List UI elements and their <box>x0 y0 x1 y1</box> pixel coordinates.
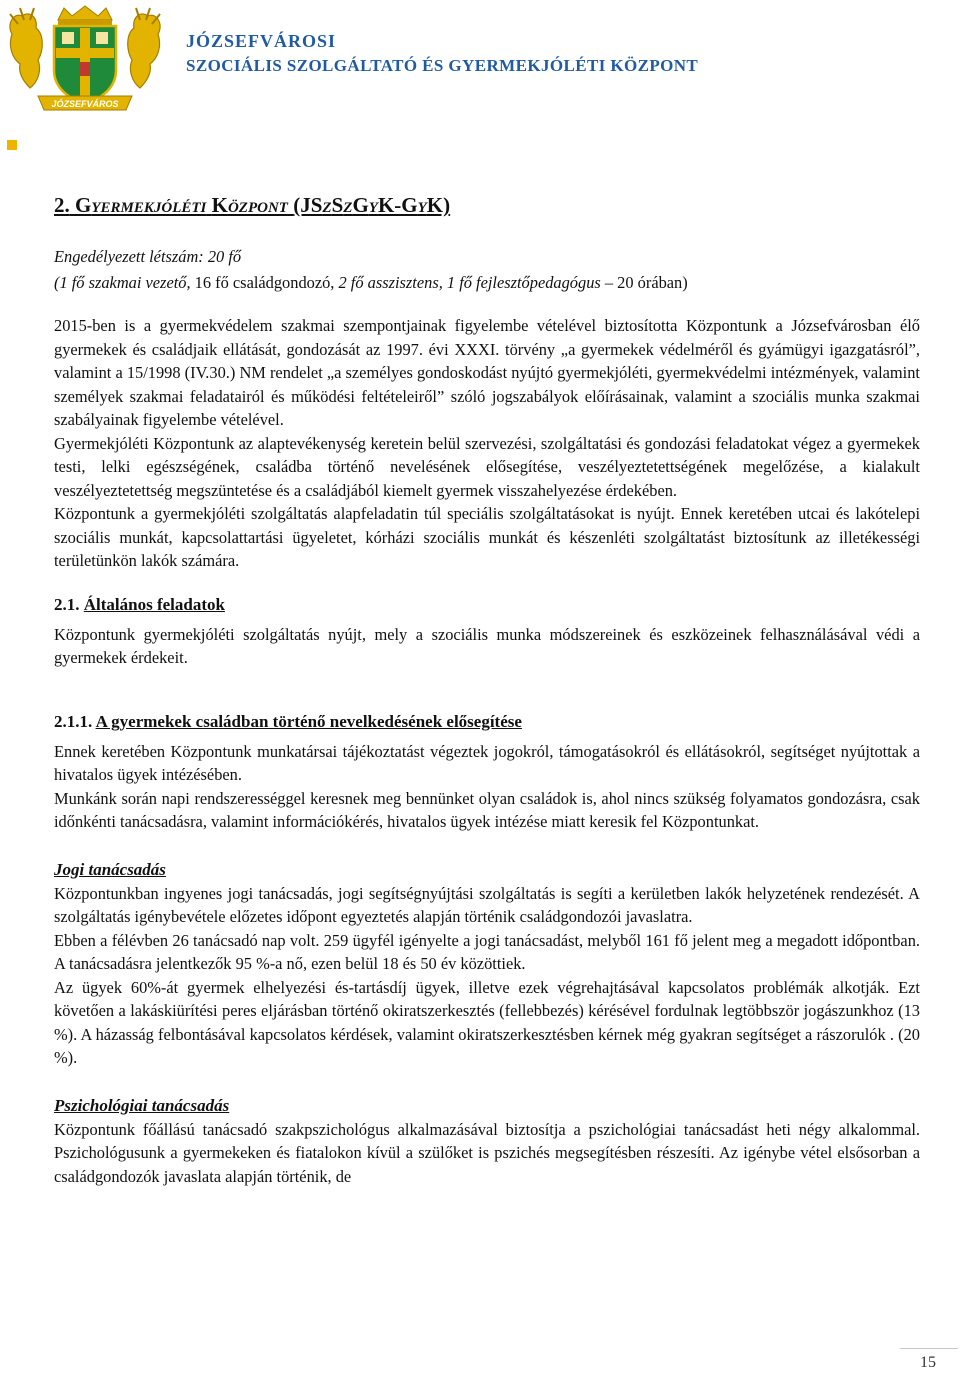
logo-banner-text: JÓZSEFVÁROS <box>51 99 119 109</box>
org-name-line1: JÓZSEFVÁROSI <box>186 31 337 51</box>
legal-advice-paragraph-1: Központunkban ingyenes jogi tanácsadás, jogi segítségnyújtási szolgáltatás is segíti a kerületben lakók helyzetének rendezését. A szolgáltatás igénybevétele előzetes időpont egyeztetés alapján történik családgondozói javaslatra. <box>54 883 920 926</box>
page-header <box>0 0 960 150</box>
intro-paragraph-3: Központunk a gyermekjóléti szolgáltatás alapfeladatin túl speciális szolgáltatásokat is nyújt. Ennek keretében utcai és lakótelepi szociális munkát, kapcsolattartási ügyeletet, kórházi szociális munkát és készenléti szolgáltatást biztosítunk az illetékességi területünkön lakók számára. <box>54 504 920 570</box>
section-2-1-heading: 2.1. Általános feladatok <box>54 594 225 614</box>
document-body <box>54 190 920 1188</box>
legal-advice-heading: Jogi tanácsadás <box>54 859 166 879</box>
footer-divider <box>900 1348 958 1349</box>
staff-headcount: Engedélyezett létszám: 20 fő <box>54 247 242 266</box>
intro-paragraph-1: 2015-ben is a gyermekvédelem szakmai szempontjainak figyelembe vételével biztosította Központunk a Józsefvárosban élő gyermekek és családjaik ellátását, gondozását az 1997. évi XXXI. törvény „a gyermekek védelméről és gyámügyi igazgatásról”, valamint a 15/1998 (IV.30.) NM rendelet „a személyes gondoskodást nyújtó gyermekjóléti, gyermekvédelmi intézmények, valamint személyek szakmai feladatairól és működési feltételeiről” szóló jogszabályok előírásainak, valamint a szociális munka szakmai szabályainak figyelembe vételével. <box>54 316 920 429</box>
page-number: 15 <box>920 1354 936 1371</box>
legal-advice-paragraph-3: Az ügyek 60%-át gyermek elhelyezési és-tartásdíj ügyek, illetve ezek végrehajtásával kapcsolatos problémák alkotják. Ezt követően a lakáskiürítési peres eljárásban történő okiratszerkesztés (fellebbezés) kérésével fordulnak legtöbbször jogászunkhoz (13 %). A házasság felbontásával kapcsolatos kérdések, valamint okiratszerkesztésben kérnek még gyakran segítséget a rászorulók . (20 %). <box>54 977 920 1067</box>
intro-paragraph-2: Gyermekjóléti Központunk az alaptevékenység keretein belül szervezési, szolgáltatási és gondozási feladatokat végez a gyermekek testi, lelki egészségének, családba történő nevelésének elősegítése, veszélyeztetettségének megelőzése, a kialakult veszélyeztetettség megszüntetése és a családjából kiemelt gyermek visszahelyezése érdekében. <box>54 433 920 500</box>
header-accent-square <box>7 140 17 150</box>
section-2-1-1-heading: 2.1.1. A gyermekek családban történő nevelkedésének elősegítése <box>54 711 522 731</box>
organization-name <box>186 30 698 78</box>
psychological-counseling-paragraph: Központunk főállású tanácsadó szakpszichológus alkalmazásával biztosítja a pszichológiai tanácsadást heti négy alkalommal. Pszichológusunk a gyermekeken és fiatalokon kívül a szülőket is pszichés megsegítésben részesíti. Az igénybe vétel elsősorban a családgondozók javaslata alapján történik, de <box>54 1119 920 1186</box>
section-2-1-1-paragraph-1: Ennek keretében Központunk munkatársai tájékoztatást végeztek jogokról, támogatásokról és ellátásokról, segítséget nyújtottak a hivatalos ügyek intézésében. <box>54 741 920 784</box>
staff-breakdown: (1 fő szakmai vezető, 16 fő családgondozó, 2 fő asszisztens, 1 fő fejlesztőpedagógus – 20 órában) <box>54 272 688 292</box>
section-2-1-text: Központunk gyermekjóléti szolgáltatás nyújt, mely a szociális munka módszereinek és eszközeinek felhasználásával védi a gyermekek érdekeit. <box>54 624 920 667</box>
section-2-heading: 2. GYERMEKJÓLÉTI KÖZPONT (JSZSZGYK-GYK) <box>54 193 451 217</box>
legal-advice-paragraph-2: Ebben a félévben 26 tanácsadó nap volt. 259 ügyfél igényelte a jogi tanácsadást, melyből 161 fő jelent meg a megadott időpontban. A tanácsadásra jelentkezők 95 %-a nő, ezen belül 18 és 50 év közöttiek. <box>54 930 920 973</box>
jozsefvaros-coat-of-arms-icon <box>4 4 166 112</box>
org-name-line2: SZOCIÁLIS SZOLGÁLTATÓ ÉS GYERMEKJÓLÉTI KÖZPONT <box>186 56 699 75</box>
section-2-1-1-paragraph-2: Munkánk során napi rendszerességgel keresnek meg bennünket olyan családok is, ahol nincs szükség folyamatos gondozásra, csak időnkénti tanácsadásra, valamint információkérés, hivatalos ügyek intézése miatt keresik fel Központunkat. <box>54 788 920 831</box>
psychological-counseling-heading: Pszichológiai tanácsadás <box>54 1095 230 1115</box>
